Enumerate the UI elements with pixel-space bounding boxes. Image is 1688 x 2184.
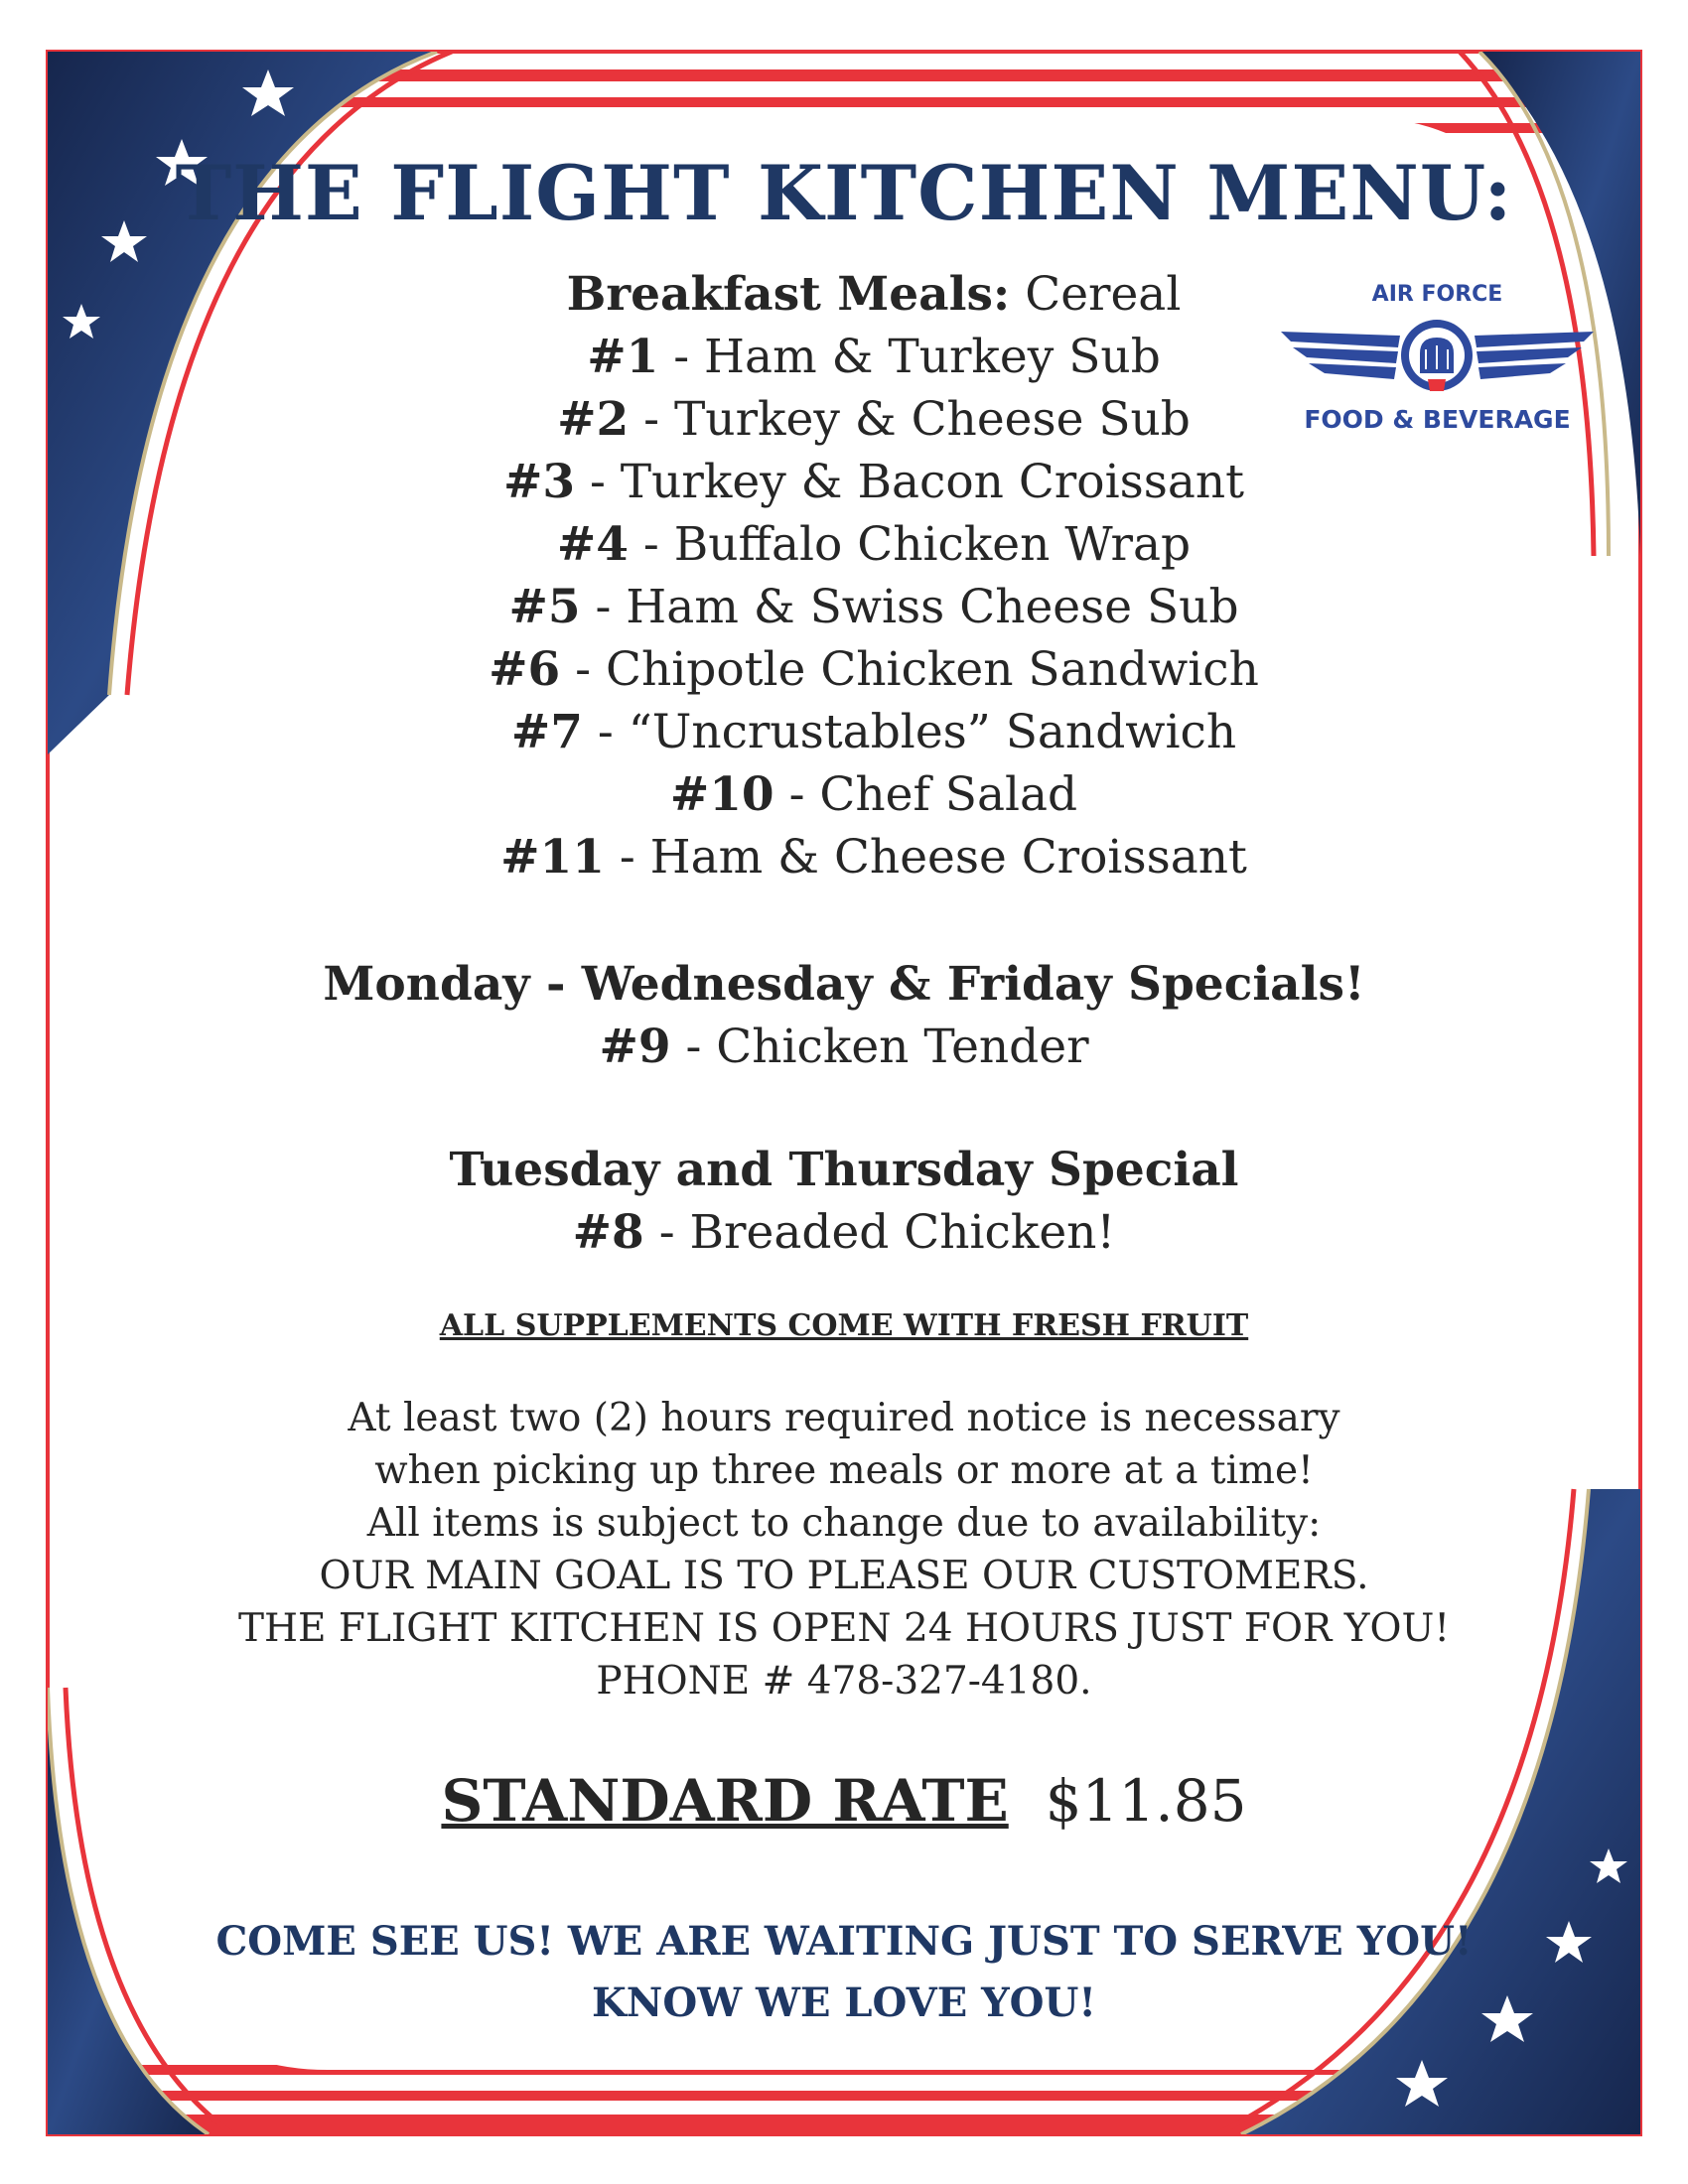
supplements-note: ALL SUPPLEMENTS COME WITH FRESH FRUIT — [439, 1308, 1249, 1343]
menu-item-number: #7 — [510, 705, 583, 759]
special-mwf-name: - Chicken Tender — [670, 1020, 1089, 1074]
menu-item-number: #6 — [489, 642, 561, 697]
standard-rate-price: $11.85 — [1045, 1767, 1247, 1835]
menu-item — [377, 451, 1370, 513]
menu-item-name: - “Uncrustables” Sandwich — [582, 705, 1237, 759]
menu-item — [377, 513, 1370, 576]
notice-line: THE FLIGHT KITCHEN IS OPEN 24 HOURS JUST FOR YOU! — [238, 1606, 1450, 1651]
logo-top-text: AIR FORCE — [1371, 282, 1503, 307]
special-tth-number: #8 — [572, 1205, 644, 1260]
page-title: THE FLIGHT KITCHEN MENU: — [175, 149, 1513, 237]
menu-item-number: #11 — [500, 830, 605, 885]
closing-line: KNOW WE LOVE YOU! — [592, 1979, 1096, 2026]
breakfast-label: Breakfast Meals: — [566, 267, 1011, 322]
menu-item-number: #1 — [587, 330, 659, 384]
special-mwf — [0, 953, 1688, 1078]
special-tth-heading: Tuesday and Thursday Special — [449, 1143, 1239, 1197]
menu-item-name: - Ham & Turkey Sub — [658, 330, 1161, 384]
menu-list — [377, 263, 1370, 888]
phone-line: PHONE # 478-327-4180. — [596, 1659, 1092, 1704]
special-tth-item — [0, 1201, 1688, 1264]
menu-item-name: - Chipotle Chicken Sandwich — [560, 642, 1259, 697]
menu-item — [377, 388, 1370, 451]
menu-item-number: #3 — [502, 455, 576, 509]
menu-item-number: #5 — [508, 580, 581, 634]
menu-item — [377, 701, 1370, 763]
menu-item — [377, 326, 1370, 388]
special-mwf-item — [0, 1016, 1688, 1078]
notice-line: OUR MAIN GOAL IS TO PLEASE OUR CUSTOMERS. — [319, 1554, 1369, 1598]
menu-item-name: - Ham & Swiss Cheese Sub — [580, 580, 1239, 634]
notice-line: All items is subject to change due to availability: — [366, 1501, 1322, 1546]
menu-item — [377, 576, 1370, 638]
breakfast-value: Cereal — [1010, 267, 1182, 322]
menu-item-name: - Ham & Cheese Croissant — [604, 830, 1247, 885]
menu-item — [377, 638, 1370, 701]
menu-item-name: - Buffalo Chicken Wrap — [628, 517, 1192, 572]
standard-rate-label: STANDARD RATE — [441, 1767, 1009, 1835]
logo-bottom-text: FOOD & BEVERAGE — [1304, 405, 1571, 434]
notice-block — [0, 1392, 1688, 1707]
special-tth-name: - Breaded Chicken! — [643, 1205, 1116, 1260]
special-tth — [0, 1139, 1688, 1264]
notice-line: At least two (2) hours required notice is necessary — [348, 1396, 1340, 1440]
special-mwf-number: #9 — [599, 1020, 671, 1074]
standard-rate — [0, 1767, 1688, 1835]
notice-line: when picking up three meals or more at a time! — [374, 1448, 1314, 1493]
breakfast-row — [377, 263, 1370, 326]
special-mwf-heading: Monday - Wednesday & Friday Specials! — [323, 957, 1365, 1012]
menu-item — [377, 826, 1370, 888]
menu-item-number: #2 — [557, 392, 630, 447]
menu-item-number: #4 — [556, 517, 629, 572]
menu-item-name: - Chef Salad — [774, 767, 1078, 822]
menu-item — [377, 763, 1370, 826]
menu-item-name: - Turkey & Bacon Croissant — [575, 455, 1245, 509]
menu-item-name: - Turkey & Cheese Sub — [629, 392, 1191, 447]
closing-message — [0, 1911, 1688, 2034]
closing-line: COME SEE US! WE ARE WAITING JUST TO SERVE YOU! — [215, 1918, 1473, 1965]
menu-item-number: #10 — [669, 767, 774, 822]
